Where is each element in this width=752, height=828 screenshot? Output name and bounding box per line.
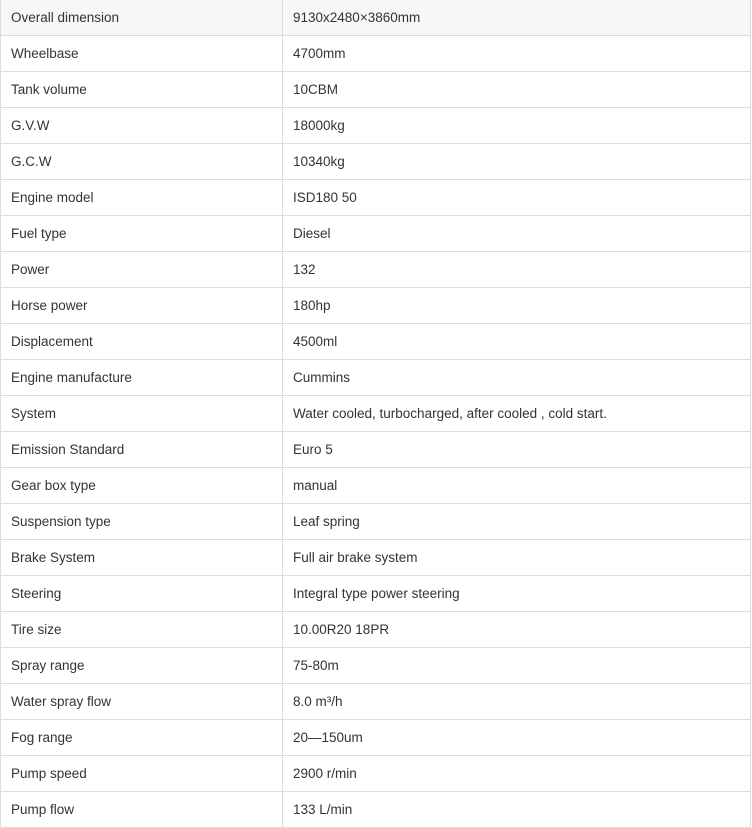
spec-value: 8.0 m³/h xyxy=(283,684,751,720)
table-row xyxy=(1,72,751,108)
spec-label: Fuel type xyxy=(1,216,283,252)
spec-value: Integral type power steering xyxy=(283,576,751,612)
spec-label: Pump speed xyxy=(1,756,283,792)
spec-value: 180hp xyxy=(283,288,751,324)
spec-label: Wheelbase xyxy=(1,36,283,72)
spec-label: Spray range xyxy=(1,648,283,684)
table-row xyxy=(1,504,751,540)
spec-label: Suspension type xyxy=(1,504,283,540)
spec-value: Cummins xyxy=(283,360,751,396)
spec-label: Steering xyxy=(1,576,283,612)
spec-value: 2900 r/min xyxy=(283,756,751,792)
spec-label: Fog range xyxy=(1,720,283,756)
table-row xyxy=(1,36,751,72)
table-row xyxy=(1,144,751,180)
spec-value: Euro 5 xyxy=(283,432,751,468)
spec-value: Diesel xyxy=(283,216,751,252)
table-row xyxy=(1,432,751,468)
spec-value: Full air brake system xyxy=(283,540,751,576)
spec-value: 4700mm xyxy=(283,36,751,72)
spec-value: ISD180 50 xyxy=(283,180,751,216)
table-row xyxy=(1,756,751,792)
table-row xyxy=(1,216,751,252)
spec-value: 10.00R20 18PR xyxy=(283,612,751,648)
spec-value: 10340kg xyxy=(283,144,751,180)
spec-value: 18000kg xyxy=(283,108,751,144)
table-row xyxy=(1,108,751,144)
spec-label: Brake System xyxy=(1,540,283,576)
spec-label: Overall dimension xyxy=(1,0,283,36)
table-row xyxy=(1,792,751,828)
spec-value: 132 xyxy=(283,252,751,288)
table-row xyxy=(1,252,751,288)
table-row xyxy=(1,648,751,684)
spec-label: Tire size xyxy=(1,612,283,648)
spec-label: Engine manufacture xyxy=(1,360,283,396)
spec-label: Pump flow xyxy=(1,792,283,828)
table-row xyxy=(1,540,751,576)
spec-value: 10CBM xyxy=(283,72,751,108)
spec-label: G.C.W xyxy=(1,144,283,180)
table-row xyxy=(1,396,751,432)
table-row xyxy=(1,324,751,360)
table-row xyxy=(1,0,751,36)
table-row xyxy=(1,612,751,648)
spec-value: 4500ml xyxy=(283,324,751,360)
spec-value: Leaf spring xyxy=(283,504,751,540)
spec-value: 75-80m xyxy=(283,648,751,684)
spec-value: 20—150um xyxy=(283,720,751,756)
spec-label: Water spray flow xyxy=(1,684,283,720)
table-row xyxy=(1,180,751,216)
spec-value: Water cooled, turbocharged, after cooled , cold start. xyxy=(283,396,751,432)
table-row xyxy=(1,720,751,756)
table-row xyxy=(1,288,751,324)
spec-table-body xyxy=(1,0,751,828)
spec-label: G.V.W xyxy=(1,108,283,144)
spec-label: Gear box type xyxy=(1,468,283,504)
spec-value: manual xyxy=(283,468,751,504)
spec-label: System xyxy=(1,396,283,432)
table-row xyxy=(1,360,751,396)
spec-label: Power xyxy=(1,252,283,288)
spec-label: Engine model xyxy=(1,180,283,216)
spec-value: 133 L/min xyxy=(283,792,751,828)
spec-value: 9130x2480×3860mm xyxy=(283,0,751,36)
spec-label: Horse power xyxy=(1,288,283,324)
table-row xyxy=(1,684,751,720)
spec-label: Emission Standard xyxy=(1,432,283,468)
table-row xyxy=(1,468,751,504)
spec-label: Displacement xyxy=(1,324,283,360)
table-row xyxy=(1,576,751,612)
spec-label: Tank volume xyxy=(1,72,283,108)
